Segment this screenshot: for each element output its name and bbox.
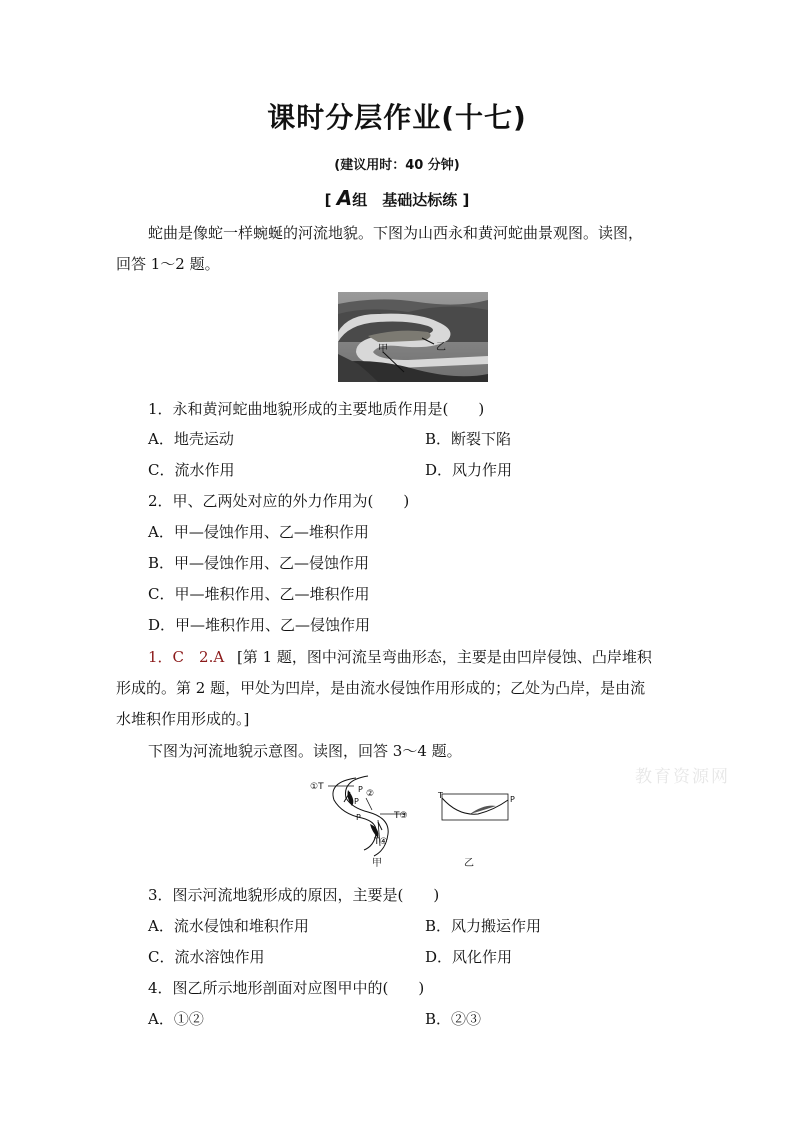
- question-2-option-a: A．甲—侵蚀作用、乙—堆积作用: [148, 523, 369, 541]
- intro-1-line-2: 回答 1～2 题。: [116, 255, 220, 273]
- diagram-caption-jia: 甲: [372, 858, 382, 869]
- question-4-option-b: B．②③: [425, 1010, 482, 1028]
- intro-2: 下图为河流地貌示意图。读图，回答 3～4 题。: [148, 742, 462, 760]
- answer-key: 1．C 2.A: [148, 648, 225, 666]
- question-3-option-a: A．流水侵蚀和堆积作用: [148, 917, 309, 935]
- diagram-label-2: ②: [366, 789, 375, 799]
- question-3-option-b: B．风力搬运作用: [425, 917, 542, 935]
- question-2-option-d: D．甲—堆积作用、乙—侵蚀作用: [148, 616, 371, 634]
- page-title: 课时分层作业(十七): [267, 101, 527, 134]
- question-2-option-b: B．甲—侵蚀作用、乙—侵蚀作用: [148, 554, 370, 572]
- intro-1-line-1: 蛇曲是像蛇一样蜿蜒的河流地貌。下图为山西永和黄河蛇曲景观图。读图，: [148, 224, 644, 242]
- question-1-option-c: C．流水作用: [148, 461, 235, 479]
- question-3-option-d: D．风化作用: [425, 948, 513, 966]
- diagram-t-label: T: [438, 791, 443, 800]
- answer-explanation-line-2: 形成的。第 2 题，甲处为凹岸，是由流水侵蚀作用形成的；乙处为凸岸，是由流: [116, 679, 646, 697]
- diagram-label-1: ①T: [310, 782, 324, 792]
- question-2-stem: 2．甲、乙两处对应的外力作用为( ): [148, 492, 410, 510]
- diagram-jia: [310, 776, 408, 869]
- diagram-p-2: P: [354, 797, 359, 806]
- question-4-option-a: A．①②: [148, 1010, 204, 1028]
- question-4-stem: 4．图乙所示地形剖面对应图甲中的( ): [148, 979, 425, 997]
- diagram-p-label: P: [510, 795, 515, 804]
- answer-explanation-line-1: [第 1 题，图中河流呈弯曲形态，主要是由凹岸侵蚀、凸岸堆积: [236, 648, 652, 666]
- photo-label-jia: 甲: [378, 344, 388, 355]
- group-label: 组 基础达标练: [352, 191, 458, 209]
- question-1-option-d: D．风力作用: [425, 461, 513, 479]
- answer-explanation-line-3: 水堆积作用形成的。]: [116, 710, 250, 728]
- diagram-p-3: P: [356, 813, 361, 822]
- question-2-option-c: C．甲—堆积作用、乙—堆积作用: [148, 585, 370, 603]
- diagram-caption-yi: 乙: [464, 858, 474, 869]
- diagram-label-3: T③: [394, 811, 408, 821]
- question-3-stem: 3．图示河流地貌形成的原因，主要是( ): [148, 886, 440, 904]
- group-bracket-close: ]: [462, 191, 470, 209]
- diagram-p-1: P: [358, 785, 363, 794]
- group-heading: [0, 186, 794, 210]
- question-1-stem: 1．永和黄河蛇曲地貌形成的主要地质作用是( ): [148, 400, 485, 418]
- river-landform-diagram-svg: [308, 770, 538, 870]
- diagram-label-4: T④: [374, 837, 388, 847]
- question-1-option-b: B．断裂下陷: [425, 430, 512, 448]
- meander-photo-image: [338, 292, 488, 382]
- question-1-option-a: A．地壳运动: [148, 430, 234, 448]
- photo-label-yi: 乙: [436, 342, 446, 353]
- answer-1-2-line-1: [148, 646, 652, 667]
- watermark: 教育资源网: [635, 767, 730, 787]
- meander-photo: [338, 292, 488, 382]
- question-3-option-c: C．流水溶蚀作用: [148, 948, 265, 966]
- time-note: (建议用时：40 分钟): [334, 158, 460, 173]
- river-landform-diagram: [308, 770, 538, 870]
- group-bracket-open: [: [324, 191, 332, 209]
- diagram-yi: [437, 791, 515, 869]
- group-letter: A: [336, 186, 353, 210]
